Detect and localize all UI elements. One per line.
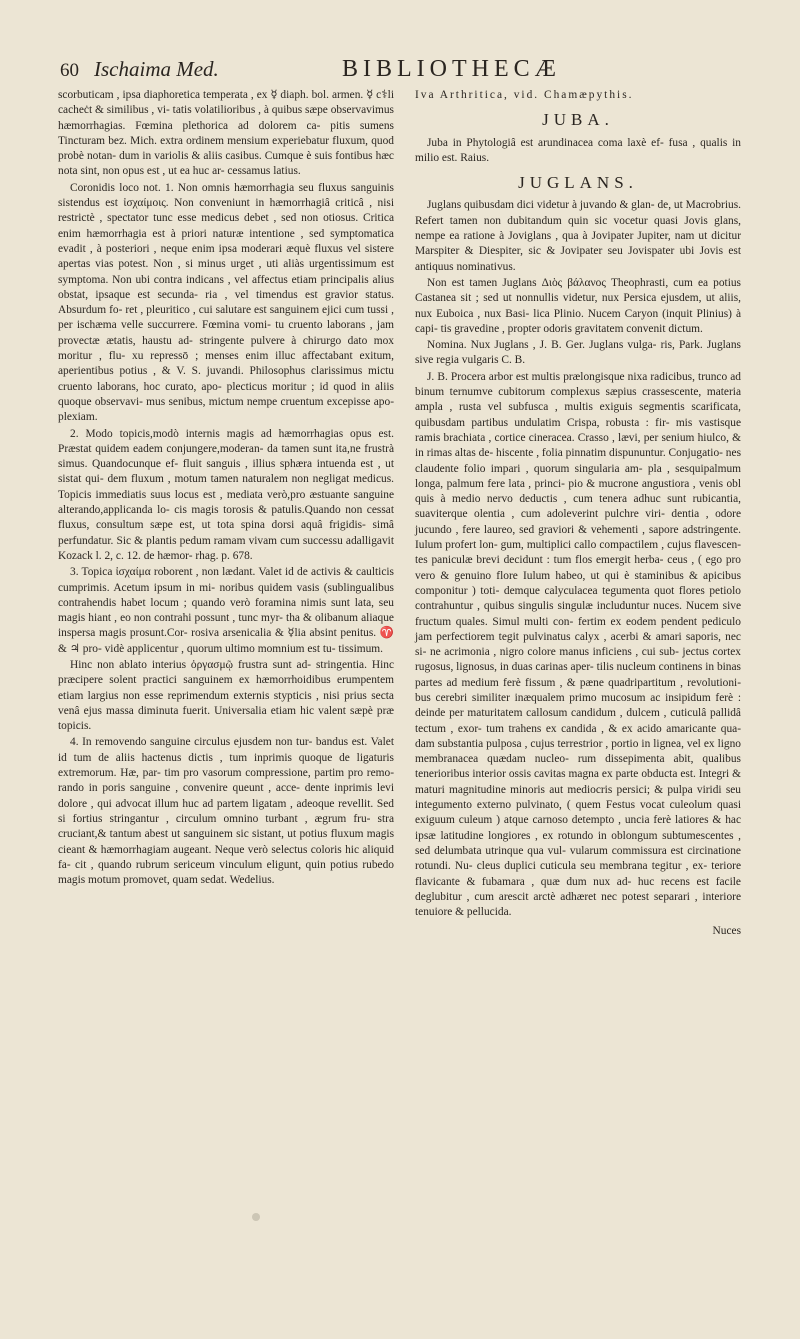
- entry-heading-juba: JUBA.: [542, 110, 614, 130]
- paragraph: J. B. Procera arbor est multis prælongisque nixa radicibus, trunco ad binum ternumve cubitorum complexus sæpius crassescente, materia ampla , rusta vel subfusca , multis exiguis segmentis scarificata, quibusdam partibus undulatim Crispa, robusta : fir- mis vastisque ramis brachiata , cortice cineracea. Crasso , lævi, per senium hiulco, & in rimas altas de- hiscente , folia pinnatim dispununtur. Conjugatio- nes claudente folio impari , quorum singularia am- pla , sesquipalmum longa, palmum fere lata , princi- pio & mucrone angustiora , venis obl quis à medio nervo deductis , cum tenera adhuc sunt rubicantia, suaviterque olentia , cum adoleverint pulchre viri- dentia , odore jucundo , fere laureo, sed graviori & vehementi , sapore adstringente. Iulum profert lon- gum, multiplici callo compactilem , cujus flavescen- tes paniculæ brevi decidunt : tum flos emergit herba- ceus , ( ego pro vero & genuino flore Iulum habeo, ut qui è staminibus & apicibus componitur ) toti- demque calyculacea tegumenta quot flores petiolo contrahuntur , quibus singulis singulæ includuntur nuces. Nucem sive fructum quales. Simul multi con- fertim ex eodem pendent pediculo jam perfectiorem tegit pulvinatus calyx , acerbi & amari saporis, nec si- ne acrimonia , nigro colore manus inficiens , cui sub- jectus cortex rugosus, lignosus, in duas carinas aper- tilis nucleum continens in binas partes ad medium ferè fissum , & pæne quadripartitum , revolutioni- bus cerebri similiter inæqualem primo mucosum ac insipidum ferè : deinde per maturitatem callosum candidum , dulcem , cuticulâ pallidâ tectum , exor- tum trahens ex candida , & ex acido amaricante qua- dam substantia pulposa , cujus terrestrior , portio in lignea, vel ex ligno membranacea quædam nucleo- rum dissepimenta abit, qualibus tenerioribus interior ossis cavitas magna ex parte obducta est. Integri & maturi magnitudine minoris aut mediocris persici; & pulpa viridi seu integumento externo pulvinato, ( quem Festus vocat culeolum quasi exiguum culeum ) atque carnoso detempto , uncia ferè latiores & hac ipsæ latitudine longiores , ex rotundo in oblongum subtumescentes , sed delumbata utrinque qua vul- vularum commissura est circinatione rotundi. Nu- cleus duplici cuticula seu membrana tegitur , ex- teriore flavicante & fubamara , quæ dum nux ad- huc recens est facile deglubitur , cum arescit arctè adhæret nec potest separari , interiore tenuiore & pellucida.: [415, 370, 741, 919]
- paragraph: 4. In removendo sanguine circulus ejusdem non tur- bandus est. Valet id tum de aliis hactenus dictis , tum inprimis quoque de ligaturis extremorum. Hæ, par- tim pro vasorum compressione, partim pro remo- rando in poris sanguine , convenire queunt , acce- dente inprimis levi dolore , qui advocat illum huc ad partem ligatam , adeoque revellit. Sed si fortius stringantur , circulum omnino turbant , ægrum fru- stra cruciant,& tantum abest ut sanguinem sic sistant, ut potius fluxum magis cieant & hæmorrhagiam augeant. Neque verò selectus coloris hic aliquid fa- cit , quando rubrum sericeum vinculum eligunt, quin potius rubedo magis motum promovet, quam sedat. Wedelius.: [58, 736, 394, 887]
- catchword: Nuces: [712, 925, 741, 938]
- juba-entry: Juba in Phytologiâ est arundinacea coma laxè ef- fusa , qualis in milio est. Raius.: [415, 136, 741, 164]
- paragraph: 2. Modo topicis,modò internis magis ad hæmorrhagias opus est. Præstat quidem eadem conjungere,moderan- da tamen sunt ita,ne frustrà simus. Quandocunque ef- fluit sanguis , illius sphæra intuenda est , ut sistat qui- dem fluxum , motum tamen naturalem non negligat medicus. Topicis immediatis suus locus est , mediata verò,pro æstuante sanguine alterando,applicanda lo- cis magis torosis & patulis.Quando non cessat fluxus, consultum sæpe est, ut tota spina dorsi aquâ frigidis- simâ perfundatur. Sic & plantis pedum ramam vivam cum successu adalligavit Kozack l. 2, c. 12. de hæmor- rhag. p. 678.: [58, 427, 394, 562]
- paragraph: Hinc non ablato interius ὀργασμῷ frustra sunt ad- stringentia. Hinc præcipere solent practici sanguinem ex hæmorrhoidibus erumpentem etiam largius non esse reprimendum externis stypticis , nisi prius secta venâ ejus massa diminuta fuerit. Universalia etiam hic valent sæpè præ topicis.: [58, 658, 394, 733]
- paragraph: 3. Topica ἰσχαίμα roborent , non lædant. Valet id de activis & caulticis cumprimis. Acetum ipsum in mi- noribus quidem vasis (sublingualibus contrahendis habet locum ; quando verò foramina nimis sunt lata, seu magis hiant , eo non contrahi possunt , tunc myr- tha & olibanum aliaque inspersa magis prosunt.Cor- rosiva arsenicalia & ☿lia absint penitus. ♈ & ♃ pro- vidè applicentur , quorum ultimo momnium est tu- tissimum.: [58, 566, 394, 655]
- paragraph: Non est tamen Juglans Διὸς βάλανος Theophrasti, cum ea potius Castanea sit ; sed ut nonnullis videtur, nux Persica ejusdem, ut aliis, nux Euboica , nux Basi- lica Plinio. Nucem Caryon (inquit Plinius) à capi- tis gravedine , propter odoris gravitatem convenit dictum.: [415, 276, 741, 335]
- right-column: [415, 88, 741, 940]
- section-title: BIBLIOTHECÆ: [342, 56, 561, 82]
- paragraph: Juglans quibusdam dici videtur à juvando & glan- de, ut Macrobrius. Refert tamen non dubitandum quin sic vocetur quasi Jovis glans, nempe ea ratione à Joviglans , qua à Jovipater Jupiter, nam ut dicitur Marspiter & Diespiter, sic & Jovipater seu Jovispater ubi Jovis est antiquus nominativus.: [415, 199, 741, 273]
- iva-entry: Iva Arthritica, vid. Chamæpythis.: [415, 89, 634, 101]
- page-number: 60: [60, 60, 79, 81]
- paragraph: Coronidis loco not. 1. Non omnis hæmorrhagia seu fluxus sanguinis sistendus est ἰσχαίμοις. Non conveniunt in hæmorrhagiâ criticâ , nisi restrictè , spectator tunc esse medicus debet , sed non otiosus. Critica enim hæmorrhagia est à priori naturæ intentione , sed symptomatica evadit , à posteriori , neque enim ipsa moderari æquè fluxus vel sistere apertas vias potest. Non , si minus urget , uti aliàs urgentissimum est symptoma. Non ubi contra indicans , vel affectus etiam principalis alius obstat, ipsaque est secunda- ria , vel timendus est gravior status. Absurdum fo- ret , pleuritico , cui salutare est sanguinem ejici cum tussi , per ischæma velle succurrere. Fœmina vomi- tu cruento laborans , jam provectæ ætatis, haustu ad- stringente pulvere à chirurgo dato mox moritur , flu- xu repressō ; menses enim illuc affectabant exitum, aperientibus potius , & V. S. juvandi. Philosophus clarissimus mictu cruento laborans, hoc curato, apo- plecticus moritur ; id quod in aliis quoque observavi- mus senibus, mictum nempe cruentum excepisse apo- plexiam.: [58, 181, 394, 424]
- paragraph: Nomina. Nux Juglans , J. B. Ger. Juglans vulga- ris, Park. Juglans sive regia vulgaris C. B.: [415, 339, 741, 367]
- running-title: Ischaima Med.: [94, 57, 219, 81]
- paper-spot: [252, 1213, 260, 1221]
- entry-heading-juglans: JUGLANS.: [518, 173, 638, 193]
- left-column: [58, 88, 394, 889]
- paragraph: scorbuticam , ipsa diaphoretica temperata , ex ☿ diaph. bol. armen. ☿ c⚕li cacheċt & similibus , vi- tatis volatilioribus , à quibus sæpe observavimus hæmorrhagias. Fœmina plethorica ad dolorem ca- pitis sumens Tincturam bez. Mich. extra ordinem mensium experiebatur fluxum, quod probè notan- dum in variolis & aliis casibus. Cumque è suis fontibus hæc nota sint, non opus est , ut ea huc ar- cessamus latius.: [58, 89, 394, 178]
- page-header: [60, 52, 740, 82]
